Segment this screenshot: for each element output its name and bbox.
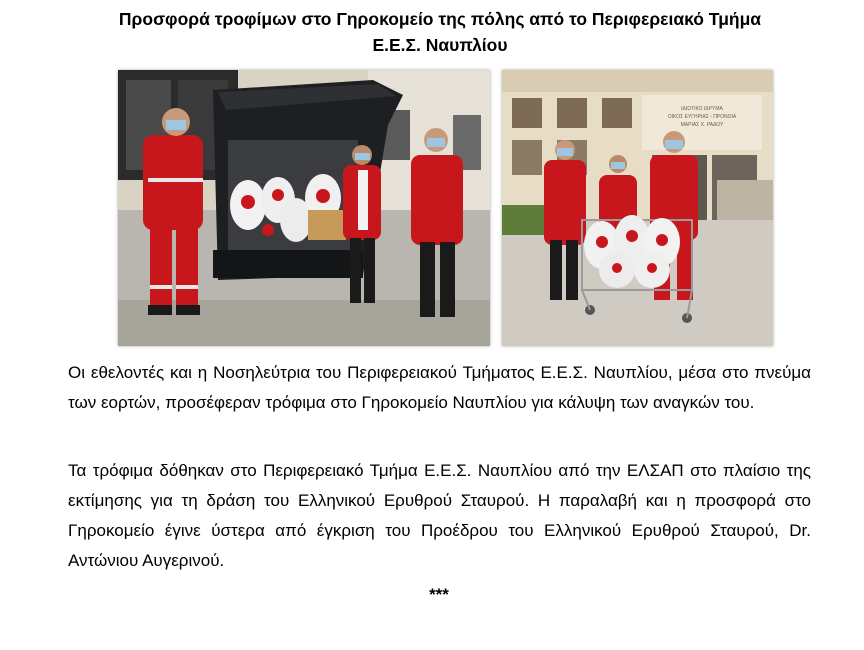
photo-volunteers-trolley [502, 70, 773, 346]
title-line-1: Προσφορά τροφίμων στο Γηροκομείο της πόλης από το Περιφερειακό Τμήμα [118, 9, 762, 29]
photo-volunteers-car [118, 70, 490, 346]
document-title [60, 6, 820, 58]
photo-volunteers-trolley-image [502, 70, 773, 346]
title-line-2: Ε.Ε.Σ. Ναυπλίου [372, 35, 508, 55]
sign-line-3: ΜΑΡΙΑΣ Χ. ΡΑΔΟΥ [680, 122, 724, 128]
sign-line-2: ΟΙΚΟΣ ΕΥΓΗΡΙΑΣ - ΠΡΟΝΟΙΑ [667, 114, 737, 120]
photo-volunteers-car-image [118, 70, 490, 346]
paragraph-volunteers: Οι εθελοντές και η Νοσηλεύτρια του Περιφερειακού Τμήματος Ε.Ε.Σ. Ναυπλίου, μέσα στο πνεύμα των εορτών, προσέφεραν τρόφιμα στο Γηροκομείο Ναυπλίου για κάλυψη των αναγκών του. [68, 363, 811, 412]
paragraph-donation-source: Τα τρόφιμα δόθηκαν στο Περιφερειακό Τμήμα Ε.Ε.Σ. Ναυπλίου από την ΕΛΣΑΠ στο πλαίσιο της εκτίμησης για τη δράση του Ελληνικού Ερυθρού Σταυρού. Η παραλαβή και η προσφορά στο Γηροκομείο έγινε ύστερα από έγκριση του Προέδρου του Ελληνικού Ερυθρού Σταυρού, Dr. Αντώνιου Αυγερινού. [68, 461, 811, 570]
sign-line-1: ΙΔΙΩΤΙΚΟ ΙΔΡΥΜΑ [681, 106, 723, 112]
end-marker: *** [429, 585, 449, 604]
